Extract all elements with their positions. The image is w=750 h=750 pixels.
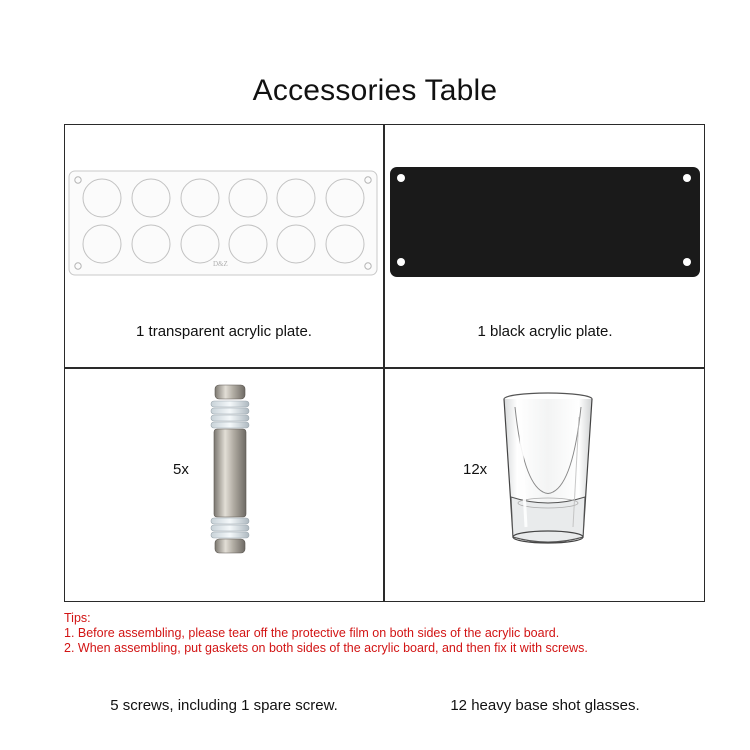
tip-item-2: 2. When assembling, put gaskets on both sides of the acrylic board, and then fix it with screws.: [64, 641, 588, 655]
watermark-text: D&Z: [213, 260, 228, 268]
table-cell-transparent-plate: [65, 125, 383, 367]
caption-screws: 5 screws, including 1 spare screw.: [110, 697, 338, 714]
transparent-plate-image: [65, 165, 383, 325]
quantity-screws: 5x: [173, 461, 189, 478]
screw-image: [200, 381, 260, 561]
tips-section: [64, 611, 588, 656]
shot-glass-image: [493, 387, 603, 557]
caption-transparent-plate: 1 transparent acrylic plate.: [136, 323, 312, 340]
tip-item-1: 1. Before assembling, please tear off the protective film on both sides of the acrylic board.: [64, 626, 560, 640]
table-cell-shot-glasses: [385, 369, 705, 714]
caption-shot-glasses: 12 heavy base shot glasses.: [450, 697, 640, 714]
page-title: Accessories Table: [252, 74, 498, 107]
tips-heading: Tips:: [64, 611, 91, 625]
caption-black-plate: 1 black acrylic plate.: [477, 323, 613, 340]
black-plate-image: [385, 165, 705, 285]
quantity-glasses: 12x: [463, 461, 488, 478]
table-cell-black-plate: [385, 125, 705, 367]
